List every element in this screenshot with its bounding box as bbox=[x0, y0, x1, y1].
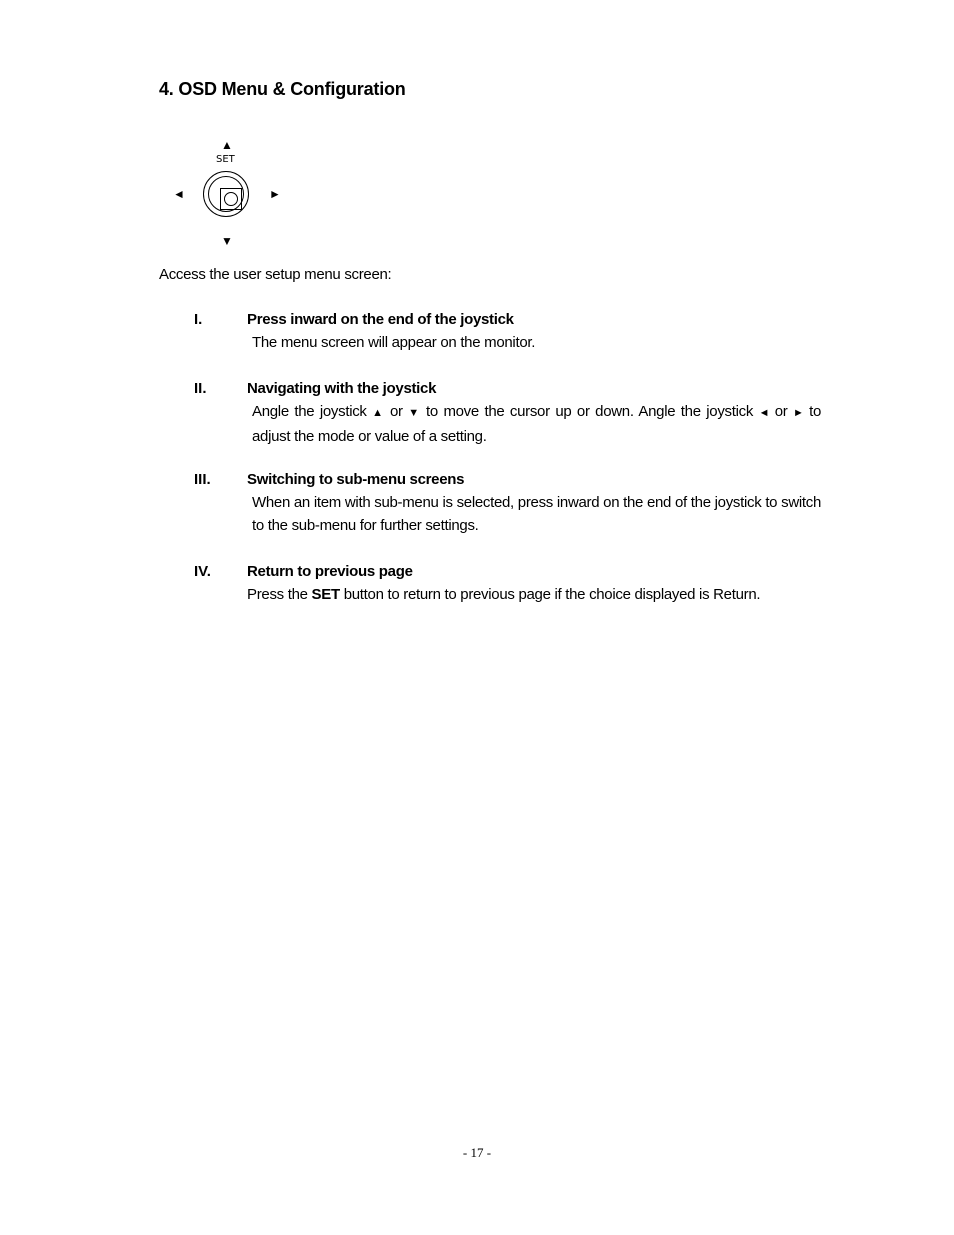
up-arrow-icon: ▲ bbox=[372, 407, 385, 419]
section-heading: 4. OSD Menu & Configuration bbox=[159, 79, 406, 99]
left-arrow-icon: ◄ bbox=[173, 187, 185, 201]
up-arrow-icon: ▲ bbox=[221, 138, 233, 152]
item-title: Press inward on the end of the joystick bbox=[247, 311, 514, 328]
right-arrow-icon: ► bbox=[792, 407, 804, 419]
joystick-diagram bbox=[165, 135, 290, 250]
item-number: I. bbox=[194, 311, 203, 328]
intro-text: Access the user setup menu screen: bbox=[159, 266, 392, 283]
right-arrow-icon: ► bbox=[269, 187, 281, 201]
item-body: Press the SET button to return to previous page if the choice displayed is Return. bbox=[247, 586, 761, 603]
left-arrow-icon: ◄ bbox=[758, 407, 770, 419]
item-title: Return to previous page bbox=[247, 563, 413, 580]
item-number: III. bbox=[194, 471, 211, 488]
joystick-icon bbox=[203, 171, 249, 217]
down-arrow-icon: ▼ bbox=[221, 234, 233, 248]
item-title: Switching to sub-menu screens bbox=[247, 471, 465, 488]
item-title: Navigating with the joystick bbox=[247, 380, 437, 397]
page-number: - 17 - bbox=[462, 1145, 492, 1160]
set-label: SET bbox=[216, 154, 235, 165]
item-number: II. bbox=[194, 380, 207, 397]
down-arrow-icon: ▼ bbox=[408, 407, 421, 419]
item-number: IV. bbox=[194, 563, 211, 580]
item-body: When an item with sub-menu is selected, press inward on the end of the joystick to switch to the sub-menu for further settings. bbox=[252, 494, 821, 534]
item-body: The menu screen will appear on the monitor. bbox=[252, 334, 536, 351]
item-body: Angle the joystick ▲ or ▼ to move the cursor up or down. Angle the joystick ◄ or ► to adjust the mode or value of a setting. bbox=[252, 403, 822, 445]
set-button-label: SET bbox=[311, 586, 340, 603]
